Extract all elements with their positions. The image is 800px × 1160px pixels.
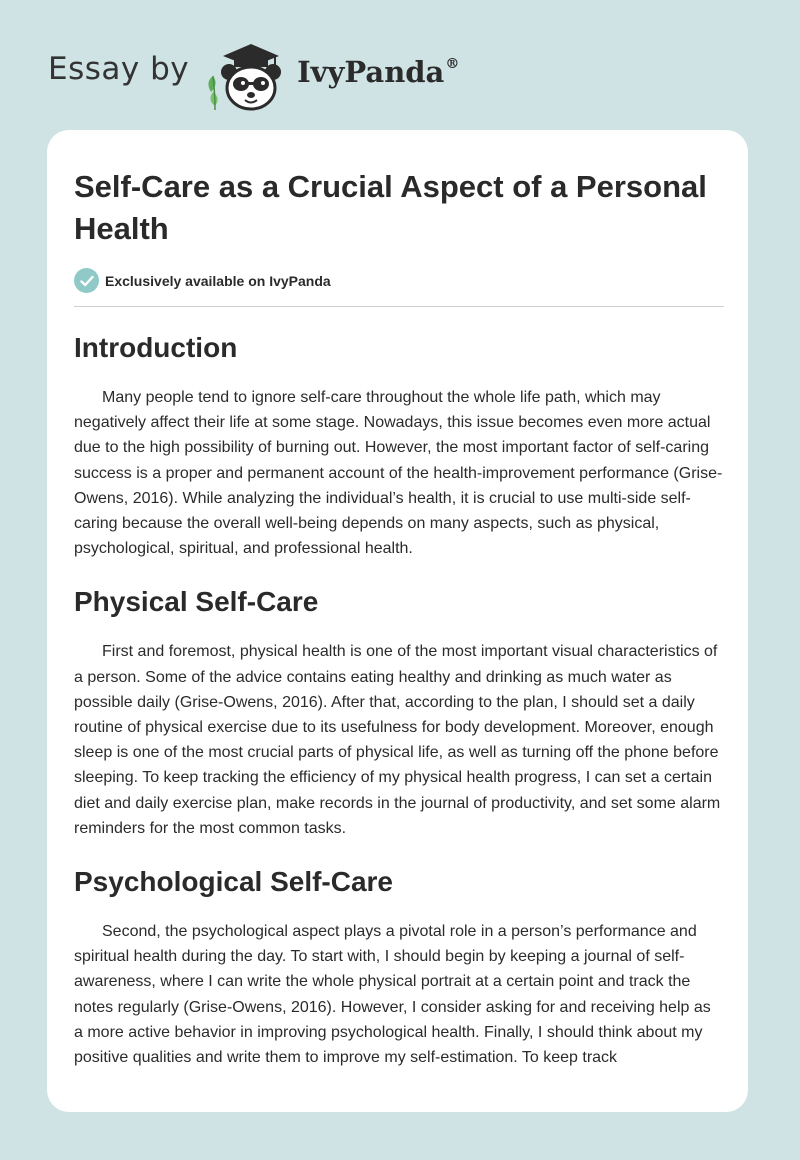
section-paragraph-psychological: Second, the psychological aspect plays a pivotal role in a person’s performance and spiritual health during the day. To start with, I should begin by keeping a journal of self-awareness, where I can write the whole physical portrait at a certain point and track the notes regularly (Grise-Owens, 2016). However, I consider asking for and receiving help as a more active behavior in improving psychological health. Finally, I should think about my positive qualities and write them to improve my self-estimation. To keep track	[74, 923, 711, 1067]
article-title: Self-Care as a Crucial Aspect of a Personal Health	[74, 169, 707, 246]
exclusive-label: Exclusively available on IvyPanda	[105, 272, 331, 289]
article-content	[74, 166, 724, 1070]
check-icon	[74, 268, 99, 293]
section-heading-psychological: Psychological Self-Care	[74, 866, 394, 898]
exclusive-badge	[74, 268, 724, 293]
site-header	[48, 34, 648, 114]
brand-name[interactable]: IvyPanda®	[297, 55, 460, 89]
section-heading-physical: Physical Self-Care	[74, 586, 319, 618]
article-card	[47, 130, 748, 1112]
section-paragraph-introduction: Many people tend to ignore self-care throughout the whole life path, which may negatively affect their life at some stage. Nowadays, this issue becomes even more actual due to the high possibility of burning out. However, the most important factor of self-caring success is a proper and permanent account of the health-improvement performance (Grise-Owens, 2016). While analyzing the individual’s health, it is crucial to use multi-side self-caring because the overall well-being depends on many aspects, such as physical, psychological, spiritual, and professional health.	[74, 389, 723, 558]
divider	[74, 306, 724, 307]
section-paragraph-physical: First and foremost, physical health is one of the most important visual characteristics of a person. Some of the advice contains eating healthy and drinking as much water as possible daily (Grise-Owens, 2016). After that, according to the plan, I should set a daily routine of physical exercise due to its usefulness for body development. Moreover, enough sleep is one of the most crucial parts of physical life, as well as turning off the phone before sleeping. To keep tracking the efficiency of my physical health progress, I can set a certain diet and daily exercise plan, make records in the journal of productivity, and set some alarm reminders for the most common tasks.	[74, 643, 721, 837]
registered-mark: ®	[445, 56, 460, 72]
panda-logo-icon[interactable]	[201, 34, 293, 114]
essay-by-label: Essay by	[48, 51, 190, 87]
section-heading-introduction: Introduction	[74, 332, 238, 363]
